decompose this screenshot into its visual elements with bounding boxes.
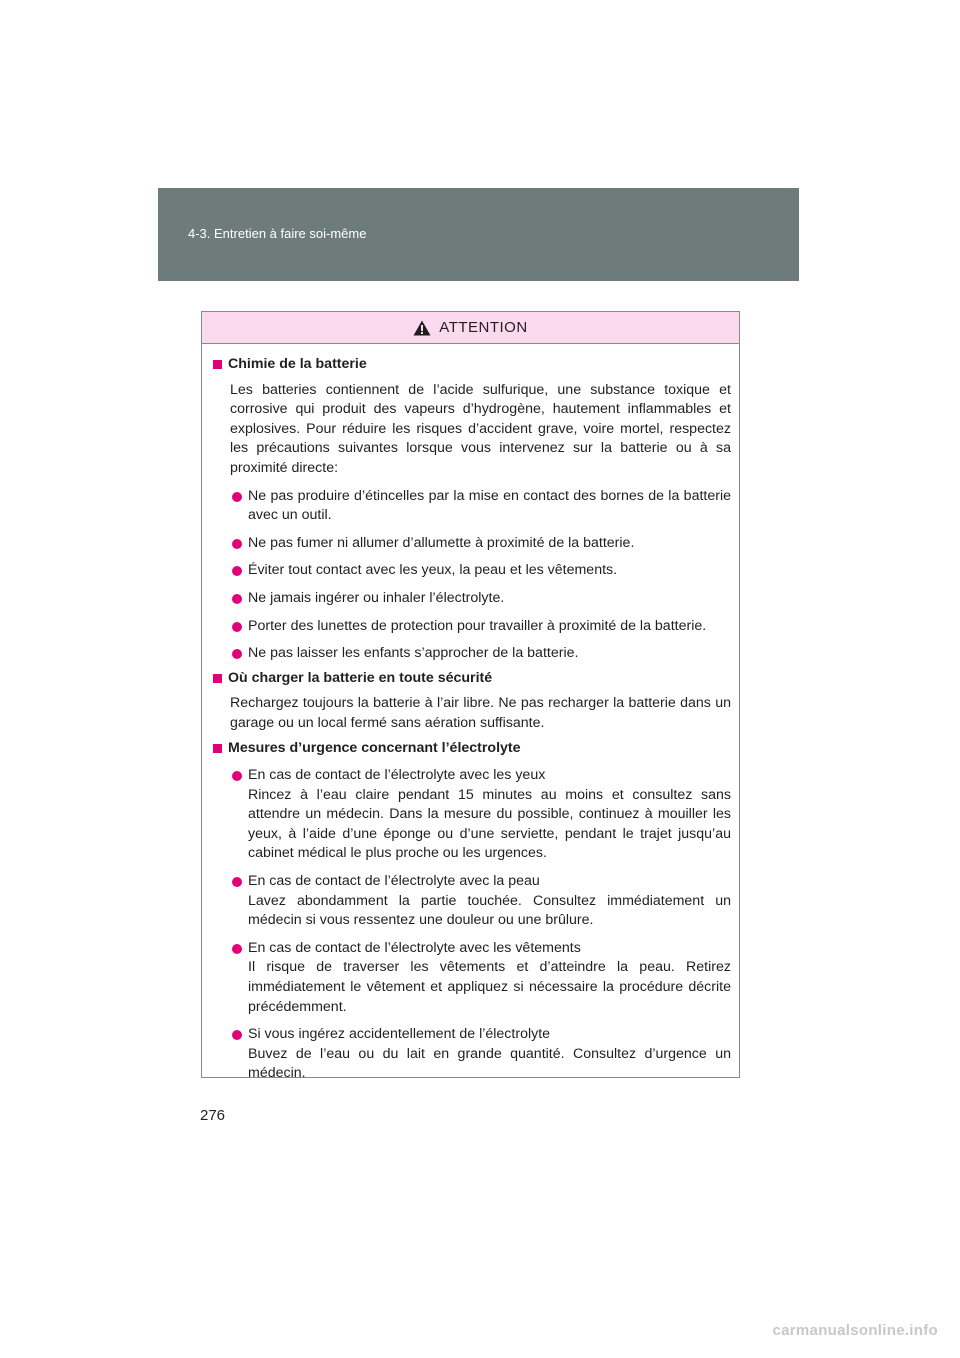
list-item	[232, 561, 731, 581]
list-item-content	[248, 644, 731, 664]
list-item	[232, 1025, 731, 1084]
list-item	[232, 644, 731, 664]
page-number: 276	[200, 1107, 226, 1124]
list-item-title: Porter des lunettes de protection pour travailler à proximité de la batterie.	[248, 617, 707, 634]
list-item-description: Il risque de traverser les vêtements et d’atteindre la peau. Retirez immédiatement le vêtement et appliquez si nécessaire la procédure décrite précédemment.	[248, 959, 731, 1015]
list-item-title: En cas de contact de l’électrolyte avec les vêtements	[248, 939, 581, 956]
list-item-title: Ne pas fumer ni allumer d’allumette à proximité de la batterie.	[248, 534, 635, 551]
warning-triangle-icon	[413, 320, 431, 336]
list-item-content	[248, 939, 731, 1017]
warning-body	[202, 344, 739, 1084]
list-item-description: Buvez de l’eau ou du lait en grande quantité. Consultez d’urgence un médecin.	[248, 1045, 731, 1082]
list-item-content	[248, 617, 731, 637]
list-item-title: Si vous ingérez accidentellement de l’électrolyte	[248, 1026, 551, 1043]
circle-bullet-icon	[232, 566, 242, 576]
list-item	[232, 939, 731, 1017]
section-paragraph: Les batteries contiennent de l’acide sulfurique, une substance toxique et corrosive qui produit des vapeurs d’hydrogène, hautement inflammables et explosives. Pour réduire les risques d’accident grave, voire mortel, respectez les précautions suivantes lorsque vous intervenez sur la batterie ou à sa proximité directe:	[230, 381, 731, 476]
square-bullet-icon	[213, 360, 222, 369]
list-item-content	[248, 534, 731, 554]
section-heading	[213, 355, 731, 375]
list-item-title: En cas de contact de l’électrolyte avec les yeux	[248, 767, 546, 784]
list-item-title: Éviter tout contact avec les yeux, la peau et les vêtements.	[248, 562, 618, 579]
warning-title: ATTENTION	[439, 319, 528, 336]
watermark: carmanualsonline.info	[772, 1322, 938, 1339]
section-heading	[213, 739, 731, 759]
square-bullet-icon	[213, 744, 222, 753]
list-item-content	[248, 872, 731, 931]
list-item-title: Ne pas laisser les enfants s’approcher de la batterie.	[248, 645, 579, 662]
list-item-title: Ne jamais ingérer ou inhaler l’électrolyte.	[248, 589, 505, 606]
section-heading-text: Mesures d’urgence concernant l’électrolyte	[228, 739, 521, 756]
list-item-content	[248, 1025, 731, 1084]
circle-bullet-icon	[232, 771, 242, 781]
list-item-content	[248, 589, 731, 609]
list-item-content	[248, 561, 731, 581]
circle-bullet-icon	[232, 622, 242, 632]
circle-bullet-icon	[232, 492, 242, 502]
header-band	[158, 188, 799, 281]
section-paragraph: Rechargez toujours la batterie à l’air libre. Ne pas recharger la batterie dans un garage ou un local fermé sans aération suffisante.	[230, 695, 731, 731]
warning-header	[202, 312, 739, 344]
circle-bullet-icon	[232, 594, 242, 604]
circle-bullet-icon	[232, 539, 242, 549]
list-item	[232, 617, 731, 637]
list-item-content	[248, 487, 731, 526]
circle-bullet-icon	[232, 877, 242, 887]
section-heading-text: Où charger la batterie en toute sécurité	[228, 669, 493, 686]
circle-bullet-icon	[232, 649, 242, 659]
section-heading-text: Chimie de la batterie	[228, 356, 367, 372]
list-item	[232, 589, 731, 609]
list-item-description: Rincez à l’eau claire pendant 15 minutes au moins et consultez sans attendre un médecin. Dans la mesure du possible, continuez à mouiller les yeux, à l’aide d’une éponge ou d’une serviette, pendant le trajet jusqu’au cabinet médical le plus proche ou les urgences.	[248, 786, 731, 862]
section-title: 4-3. Entretien à faire soi-même	[188, 226, 367, 241]
section-heading	[213, 669, 731, 689]
square-bullet-icon	[213, 674, 222, 683]
list-item	[232, 872, 731, 931]
warning-box	[201, 311, 740, 1082]
list-item-description: Lavez abondamment la partie touchée. Consultez immédiatement un médecin si vous ressentez une douleur ou une brûlure.	[248, 892, 731, 929]
list-item	[232, 766, 731, 864]
list-item-title: Ne pas produire d’étincelles par la mise en contact des bornes de la batterie avec un outil.	[248, 487, 731, 524]
list-item-content	[248, 766, 731, 864]
circle-bullet-icon	[232, 1030, 242, 1040]
list-item	[232, 487, 731, 526]
circle-bullet-icon	[232, 944, 242, 954]
list-item	[232, 534, 731, 554]
list-item-title: En cas de contact de l’électrolyte avec la peau	[248, 873, 540, 890]
